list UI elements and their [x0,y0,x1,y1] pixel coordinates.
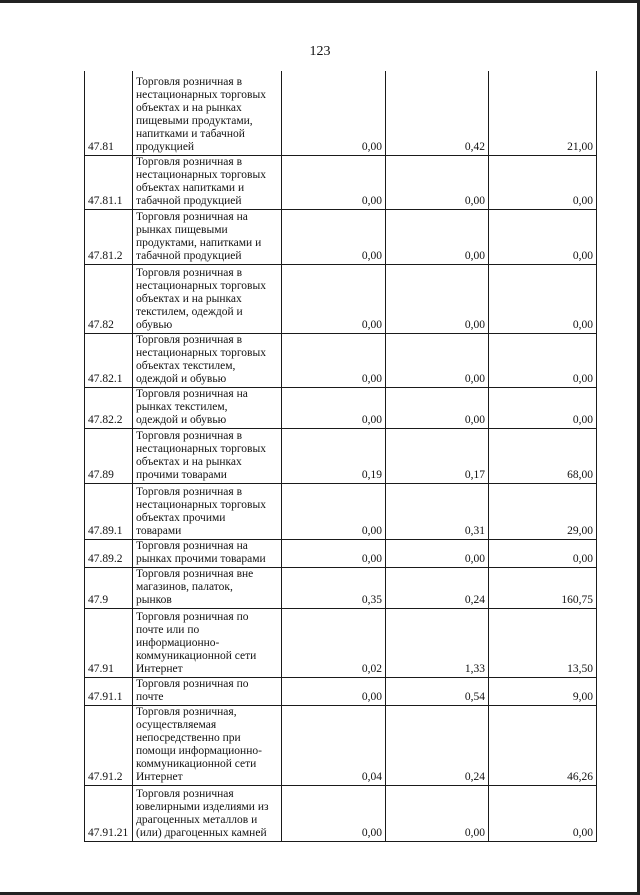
value-col-2: 0,00 [386,264,489,333]
value-col-2: 0,00 [386,539,489,567]
table-row [85,264,597,333]
activity-code: 47.82 [85,264,133,333]
table-row [85,428,597,483]
value-col-2: 0,00 [386,155,489,209]
table-row [85,155,597,209]
activity-code: 47.81.1 [85,155,133,209]
value-col-1: 0,00 [282,71,386,155]
value-col-2: 0,24 [386,567,489,608]
activity-code: 47.91 [85,608,133,677]
value-col-2: 0,31 [386,483,489,539]
activity-code: 47.9 [85,567,133,608]
value-col-2: 0,42 [386,71,489,155]
activity-code: 47.89 [85,428,133,483]
table-row [85,677,597,705]
value-col-3: 160,75 [489,567,597,608]
activity-name: Торговля розничная в нестационарных торговых объектах напитками и табачной продукцией [133,155,282,209]
table-row [85,483,597,539]
value-col-2: 0,00 [386,785,489,841]
activity-name: Торговля розничная ювелирными изделиями из драгоценных металлов и (или) драгоценных камней [133,785,282,841]
value-col-3: 0,00 [489,264,597,333]
value-col-1: 0,00 [282,264,386,333]
activity-code: 47.91.1 [85,677,133,705]
activity-code: 47.89.2 [85,539,133,567]
value-col-1: 0,02 [282,608,386,677]
value-col-1: 0,00 [282,785,386,841]
value-col-2: 1,33 [386,608,489,677]
value-col-3: 21,00 [489,71,597,155]
table-row [85,539,597,567]
activity-code: 47.91.2 [85,705,133,785]
activity-name: Торговля розничная в нестационарных торговых объектах прочими товарами [133,483,282,539]
value-col-1: 0,00 [282,155,386,209]
value-col-3: 9,00 [489,677,597,705]
activity-name: Торговля розничная в нестационарных торговых объектах текстилем, одеждой и обувью [133,333,282,387]
table-row [85,71,597,155]
value-col-1: 0,00 [282,539,386,567]
value-col-2: 0,00 [386,209,489,264]
value-col-3: 0,00 [489,155,597,209]
value-col-2: 0,00 [386,387,489,428]
activity-name: Торговля розничная на рынках пищевыми продуктами, напитками и табачной продукцией [133,209,282,264]
table-row [85,705,597,785]
table-row [85,608,597,677]
activity-code: 47.81.2 [85,209,133,264]
activity-code: 47.89.1 [85,483,133,539]
activity-name: Торговля розничная в нестационарных торговых объектах и на рынках текстилем, одеждой и обувью [133,264,282,333]
activity-name: Торговля розничная на рынках прочими товарами [133,539,282,567]
activity-code: 47.91.21 [85,785,133,841]
activity-name: Торговля розничная на рынках текстилем, одеждой и обувью [133,387,282,428]
activity-name: Торговля розничная по почте [133,677,282,705]
value-col-3: 0,00 [489,539,597,567]
value-col-3: 0,00 [489,333,597,387]
value-col-3: 29,00 [489,483,597,539]
value-col-2: 0,17 [386,428,489,483]
page-number: 123 [309,44,331,59]
scan-border-top [0,0,640,3]
activity-name: Торговля розничная в нестационарных торговых объектах и на рынках прочими товарами [133,428,282,483]
activity-code: 47.81 [85,71,133,155]
value-col-3: 0,00 [489,785,597,841]
table-row [85,387,597,428]
value-col-3: 68,00 [489,428,597,483]
value-col-1: 0,00 [282,483,386,539]
value-col-3: 46,26 [489,705,597,785]
value-col-2: 0,24 [386,705,489,785]
value-col-1: 0,35 [282,567,386,608]
table-row [85,333,597,387]
table-row [85,567,597,608]
value-col-3: 13,50 [489,608,597,677]
activity-name: Торговля розничная вне магазинов, палаток, рынков [133,567,282,608]
activity-name: Торговля розничная в нестационарных торговых объектах и на рынках пищевыми продуктами, напитками и табачной продукцией [133,71,282,155]
activity-code: 47.82.1 [85,333,133,387]
value-col-1: 0,00 [282,677,386,705]
value-col-1: 0,00 [282,209,386,264]
value-col-2: 0,54 [386,677,489,705]
activity-name: Торговля розничная, осуществляемая непосредственно при помощи информационно- коммуникационной сети Интернет [133,705,282,785]
activity-name: Торговля розничная по почте или по информационно- коммуникационной сети Интернет [133,608,282,677]
value-col-3: 0,00 [489,209,597,264]
value-col-1: 0,04 [282,705,386,785]
value-col-1: 0,00 [282,333,386,387]
okved-table [84,71,597,842]
activity-code: 47.82.2 [85,387,133,428]
table-row [85,785,597,841]
value-col-2: 0,00 [386,333,489,387]
value-col-1: 0,00 [282,387,386,428]
value-col-3: 0,00 [489,387,597,428]
table-row [85,209,597,264]
value-col-1: 0,19 [282,428,386,483]
